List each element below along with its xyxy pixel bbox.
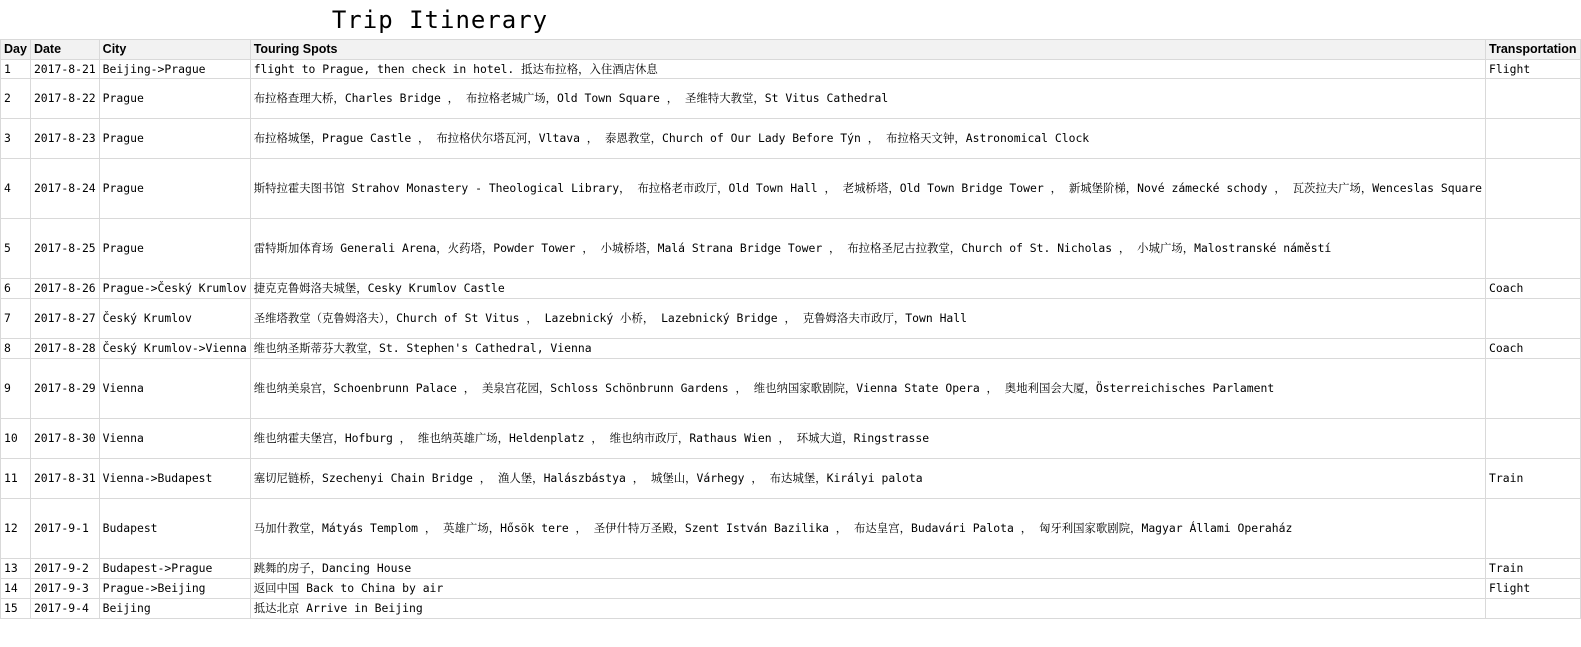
spots-cell[interactable]: flight to Prague, then check in hotel. 抵达布拉格，入住酒店休息	[250, 60, 1485, 79]
table-row	[1, 219, 1581, 279]
city-cell[interactable]: Vienna->Budapest	[99, 459, 250, 499]
city-cell[interactable]: Prague->Český Krumlov	[99, 279, 250, 299]
spots-cell[interactable]: 维也纳美泉宫，Schoenbrunn Palace ， 美泉宫花园，Schloss Schönbrunn Gardens ， 维也纳国家歌剧院，Vienna State Opera ， 奥地利国会大厦，Österreichisches Parlament	[250, 359, 1485, 419]
table-row	[1, 359, 1581, 419]
date-cell[interactable]: 2017-9-2	[30, 559, 99, 579]
transport-cell[interactable]	[1486, 219, 1581, 279]
city-cell[interactable]: Beijing->Prague	[99, 60, 250, 79]
table-row	[1, 459, 1581, 499]
city-cell[interactable]: Prague	[99, 159, 250, 219]
date-cell[interactable]: 2017-8-21	[30, 60, 99, 79]
city-cell[interactable]: Český Krumlov->Vienna	[99, 339, 250, 359]
transport-cell[interactable]: Coach	[1486, 279, 1581, 299]
transport-cell[interactable]	[1486, 599, 1581, 619]
date-cell[interactable]: 2017-9-1	[30, 499, 99, 559]
day-cell[interactable]: 10	[1, 419, 31, 459]
day-cell[interactable]: 9	[1, 359, 31, 419]
day-cell[interactable]: 8	[1, 339, 31, 359]
spots-cell[interactable]: 斯特拉霍夫图书馆 Strahov Monastery - Theological Library， 布拉格老市政厅，Old Town Hall ， 老城桥塔，Old Town Bridge Tower ， 新城堡阶梯，Nové zámecké schody ， 瓦茨拉夫广场，Wenceslas Square	[250, 159, 1485, 219]
day-cell[interactable]: 6	[1, 279, 31, 299]
city-cell[interactable]: Vienna	[99, 359, 250, 419]
table-row	[1, 159, 1581, 219]
transport-cell[interactable]: Flight	[1486, 60, 1581, 79]
city-cell[interactable]: Budapest	[99, 499, 250, 559]
day-cell[interactable]: 4	[1, 159, 31, 219]
date-cell[interactable]: 2017-8-26	[30, 279, 99, 299]
date-cell[interactable]: 2017-8-31	[30, 459, 99, 499]
header-city[interactable]: City	[99, 40, 250, 60]
spots-cell[interactable]: 维也纳圣斯蒂芬大教堂，St. Stephen's Cathedral, Vienna	[250, 339, 1485, 359]
date-cell[interactable]: 2017-9-4	[30, 599, 99, 619]
date-cell[interactable]: 2017-8-30	[30, 419, 99, 459]
header-day[interactable]: Day	[1, 40, 31, 60]
transport-cell[interactable]	[1486, 499, 1581, 559]
day-cell[interactable]: 5	[1, 219, 31, 279]
table-row	[1, 299, 1581, 339]
date-cell[interactable]: 2017-8-23	[30, 119, 99, 159]
day-cell[interactable]: 15	[1, 599, 31, 619]
transport-cell[interactable]: Coach	[1486, 339, 1581, 359]
date-cell[interactable]: 2017-8-27	[30, 299, 99, 339]
spots-cell[interactable]: 捷克克鲁姆洛夫城堡，Cesky Krumlov Castle	[250, 279, 1485, 299]
header-touring-spots[interactable]: Touring Spots	[250, 40, 1485, 60]
spots-cell[interactable]: 抵达北京 Arrive in Beijing	[250, 599, 1485, 619]
day-cell[interactable]: 13	[1, 559, 31, 579]
spots-cell[interactable]: 圣维塔教堂（克鲁姆洛夫），Church of St Vitus ， Lazebnický 小桥， Lazebnický Bridge ， 克鲁姆洛夫市政厅，Town Hall	[250, 299, 1485, 339]
date-cell[interactable]: 2017-8-28	[30, 339, 99, 359]
spots-cell[interactable]: 塞切尼链桥，Szechenyi Chain Bridge ， 渔人堡，Halászbástya ， 城堡山，Várhegy ， 布达城堡，Királyi palota	[250, 459, 1485, 499]
table-row	[1, 60, 1581, 79]
city-cell[interactable]: Český Krumlov	[99, 299, 250, 339]
header-date[interactable]: Date	[30, 40, 99, 60]
header-transportation[interactable]: Transportation	[1486, 40, 1581, 60]
transport-cell[interactable]	[1486, 119, 1581, 159]
day-cell[interactable]: 1	[1, 60, 31, 79]
day-cell[interactable]: 12	[1, 499, 31, 559]
transport-cell[interactable]	[1486, 299, 1581, 339]
date-cell[interactable]: 2017-8-25	[30, 219, 99, 279]
table-row	[1, 339, 1581, 359]
date-cell[interactable]: 2017-8-22	[30, 79, 99, 119]
city-cell[interactable]: Vienna	[99, 419, 250, 459]
header-row	[1, 40, 1581, 60]
transport-cell[interactable]: Train	[1486, 559, 1581, 579]
page-title: Trip Itinerary	[331, 6, 549, 34]
date-cell[interactable]: 2017-8-29	[30, 359, 99, 419]
spots-cell[interactable]: 返回中国 Back to China by air	[250, 579, 1485, 599]
table-row	[1, 279, 1581, 299]
table-row	[1, 579, 1581, 599]
transport-cell[interactable]	[1486, 79, 1581, 119]
table-row	[1, 599, 1581, 619]
city-cell[interactable]: Prague->Beijing	[99, 579, 250, 599]
day-cell[interactable]: 11	[1, 459, 31, 499]
spots-cell[interactable]: 布拉格城堡，Prague Castle ， 布拉格伏尔塔瓦河，Vltava ， 泰恩教堂，Church of Our Lady Before Týn ， 布拉格天文钟，Astronomical Clock	[250, 119, 1485, 159]
city-cell[interactable]: Budapest->Prague	[99, 559, 250, 579]
transport-cell[interactable]	[1486, 159, 1581, 219]
transport-cell[interactable]: Train	[1486, 459, 1581, 499]
day-cell[interactable]: 14	[1, 579, 31, 599]
spots-cell[interactable]: 布拉格查理大桥，Charles Bridge ， 布拉格老城广场，Old Town Square ， 圣维特大教堂，St Vitus Cathedral	[250, 79, 1485, 119]
day-cell[interactable]: 3	[1, 119, 31, 159]
day-cell[interactable]: 2	[1, 79, 31, 119]
day-cell[interactable]: 7	[1, 299, 31, 339]
transport-cell[interactable]	[1486, 359, 1581, 419]
spots-cell[interactable]: 跳舞的房子，Dancing House	[250, 559, 1485, 579]
spots-cell[interactable]: 马加什教堂，Mátyás Templom ， 英雄广场，Hősök tere ， 圣伊什特万圣殿，Szent István Bazilika ， 布达皇宫，Budavári Palota ， 匈牙利国家歌剧院，Magyar Állami Operaház	[250, 499, 1485, 559]
table-row	[1, 499, 1581, 559]
spots-cell[interactable]: 维也纳霍夫堡宫，Hofburg ， 维也纳英雄广场，Heldenplatz ， 维也纳市政厅，Rathaus Wien ， 环城大道，Ringstrasse	[250, 419, 1485, 459]
city-cell[interactable]: Prague	[99, 119, 250, 159]
city-cell[interactable]: Prague	[99, 219, 250, 279]
date-cell[interactable]: 2017-9-3	[30, 579, 99, 599]
itinerary-table	[0, 39, 1581, 619]
transport-cell[interactable]	[1486, 419, 1581, 459]
table-row	[1, 559, 1581, 579]
table-row	[1, 79, 1581, 119]
table-row	[1, 119, 1581, 159]
city-cell[interactable]: Beijing	[99, 599, 250, 619]
city-cell[interactable]: Prague	[99, 79, 250, 119]
spots-cell[interactable]: 雷特斯加体育场 Generali Arena，火药塔，Powder Tower ， 小城桥塔，Malá Strana Bridge Tower ， 布拉格圣尼古拉教堂，Church of St. Nicholas ， 小城广场，Malostranské náměstí	[250, 219, 1485, 279]
transport-cell[interactable]: Flight	[1486, 579, 1581, 599]
date-cell[interactable]: 2017-8-24	[30, 159, 99, 219]
table-row	[1, 419, 1581, 459]
